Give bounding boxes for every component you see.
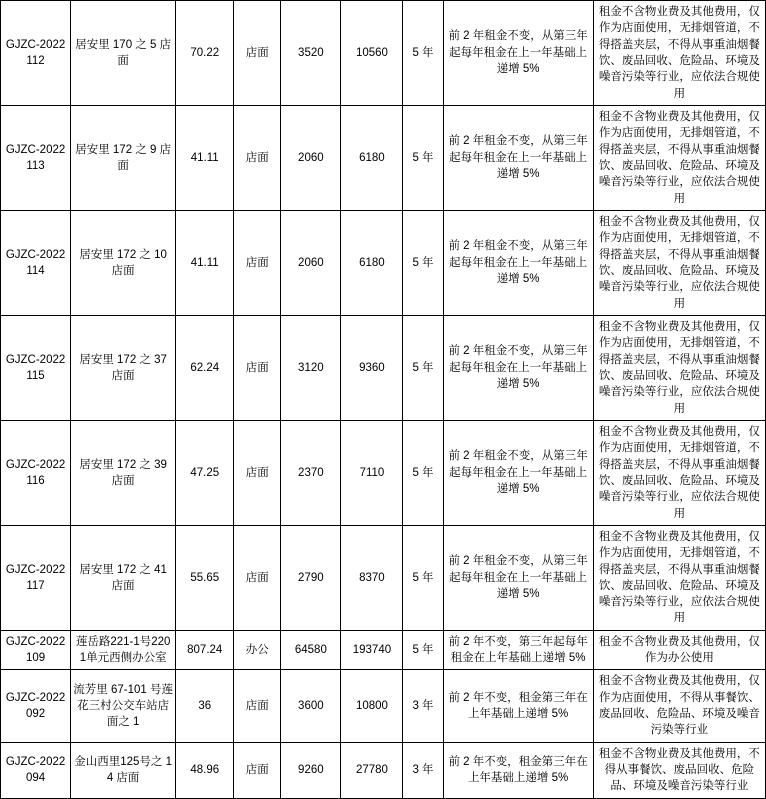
cell-monthly-rent: 3120 — [281, 315, 341, 420]
cell-area: 62.24 — [176, 315, 234, 420]
cell-contract-code: GJZC-2022117 — [1, 525, 71, 630]
cell-adjustment: 前 2 年不变，租金第三年在上年基础上递增 5% — [443, 742, 593, 798]
cell-area: 48.96 — [176, 742, 234, 798]
cell-adjustment: 前 2 年租金不变，从第三年起每年租金在上一年基础上递增 5% — [443, 420, 593, 525]
cell-term: 5 年 — [403, 525, 443, 630]
cell-contract-code: GJZC-2022092 — [1, 670, 71, 742]
cell-usage: 店面 — [234, 670, 281, 742]
cell-property-name: 居安里 172 之 10 店面 — [71, 210, 176, 315]
cell-total-rent: 6180 — [341, 210, 403, 315]
table-row — [1, 525, 766, 630]
cell-contract-code: GJZC-2022115 — [1, 315, 71, 420]
cell-contract-code: GJZC-2022112 — [1, 1, 71, 106]
cell-total-rent: 27780 — [341, 742, 403, 798]
table-body — [1, 1, 766, 799]
cell-monthly-rent: 3600 — [281, 670, 341, 742]
cell-area: 41.11 — [176, 105, 234, 210]
cell-term: 3 年 — [403, 670, 443, 742]
cell-usage: 店面 — [234, 742, 281, 798]
cell-usage: 店面 — [234, 210, 281, 315]
cell-monthly-rent: 2370 — [281, 420, 341, 525]
cell-usage: 店面 — [234, 105, 281, 210]
table-row — [1, 630, 766, 670]
cell-term: 5 年 — [403, 105, 443, 210]
cell-monthly-rent: 3520 — [281, 1, 341, 106]
cell-adjustment: 前 2 年租金不变，从第三年起每年租金在上一年基础上递增 5% — [443, 1, 593, 106]
cell-note: 租金不含物业费及其他费用，仅作为店面使用，无排烟管道，不得搭盖夹层，不得从事重油烟餐饮、废品回收、危险品、环境及噪音污染等行业，应依法合规使用 — [593, 105, 765, 210]
cell-adjustment: 前 2 年租金不变，从第三年起每年租金在上一年基础上递增 5% — [443, 105, 593, 210]
cell-property-name: 流芳里 67-101 号莲花三村公交车站店面之 1 — [71, 670, 176, 742]
cell-contract-code: GJZC-2022116 — [1, 420, 71, 525]
cell-area: 36 — [176, 670, 234, 742]
cell-contract-code: GJZC-2022113 — [1, 105, 71, 210]
cell-property-name: 居安里 172 之 9 店面 — [71, 105, 176, 210]
cell-note: 租金不含物业费及其他费用，仅作为办公使用 — [593, 630, 765, 670]
cell-term: 5 年 — [403, 420, 443, 525]
cell-monthly-rent: 2790 — [281, 525, 341, 630]
cell-term: 5 年 — [403, 1, 443, 106]
cell-property-name: 莲岳路221-1号2201单元西侧办公室 — [71, 630, 176, 670]
cell-total-rent: 193740 — [341, 630, 403, 670]
cell-note: 租金不含物业费及其他费用，仅作为店面使用，无排烟管道，不得搭盖夹层，不得从事重油烟餐饮、废品回收、危险品、环境及噪音污染等行业，应依法合规使用 — [593, 210, 765, 315]
cell-total-rent: 8370 — [341, 525, 403, 630]
cell-term: 5 年 — [403, 630, 443, 670]
cell-note: 租金不含物业费及其他费用，不得从事餐饮、废品回收、危险品、环境及噪音污染等行业 — [593, 742, 765, 798]
cell-usage: 店面 — [234, 1, 281, 106]
cell-monthly-rent: 2060 — [281, 105, 341, 210]
table-row — [1, 670, 766, 742]
table-row — [1, 105, 766, 210]
cell-term: 5 年 — [403, 210, 443, 315]
cell-total-rent: 10560 — [341, 1, 403, 106]
cell-note: 租金不含物业费及其他费用，仅作为店面使用，无排烟管道，不得搭盖夹层，不得从事重油烟餐饮、废品回收、危险品、环境及噪音污染等行业，应依法合规使用 — [593, 525, 765, 630]
cell-contract-code: GJZC-2022114 — [1, 210, 71, 315]
cell-adjustment: 前 2 年不变，第三年起每年租金在上年基础上递增 5% — [443, 630, 593, 670]
table-row — [1, 1, 766, 106]
cell-adjustment: 前 2 年租金不变，从第三年起每年租金在上一年基础上递增 5% — [443, 525, 593, 630]
cell-term: 5 年 — [403, 315, 443, 420]
cell-usage: 店面 — [234, 525, 281, 630]
cell-usage: 办公 — [234, 630, 281, 670]
cell-note: 租金不含物业费及其他费用，仅作为店面使用，无排烟管道，不得搭盖夹层，不得从事重油烟餐饮、废品回收、危险品、环境及噪音污染等行业，应依法合规使用 — [593, 1, 765, 106]
cell-note: 租金不含物业费及其他费用，仅作为店面使用，无排烟管道，不得搭盖夹层，不得从事重油烟餐饮、废品回收、危险品、环境及噪音污染等行业，应依法合规使用 — [593, 420, 765, 525]
cell-total-rent: 6180 — [341, 105, 403, 210]
cell-adjustment: 前 2 年租金不变，从第三年起每年租金在上一年基础上递增 5% — [443, 315, 593, 420]
cell-property-name: 居安里 172 之 39 店面 — [71, 420, 176, 525]
cell-adjustment: 前 2 年不变，租金第三年在上年基础上递增 5% — [443, 670, 593, 742]
cell-area: 55.65 — [176, 525, 234, 630]
cell-usage: 店面 — [234, 315, 281, 420]
cell-property-name: 居安里 172 之 37 店面 — [71, 315, 176, 420]
table-row — [1, 210, 766, 315]
cell-adjustment: 前 2 年租金不变，从第三年起每年租金在上一年基础上递增 5% — [443, 210, 593, 315]
cell-total-rent: 9360 — [341, 315, 403, 420]
cell-usage: 店面 — [234, 420, 281, 525]
table-row — [1, 420, 766, 525]
cell-property-name: 居安里 170 之 5 店面 — [71, 1, 176, 106]
cell-contract-code: GJZC-2022109 — [1, 630, 71, 670]
cell-total-rent: 7110 — [341, 420, 403, 525]
cell-note: 租金不含物业费及其他费用，仅作为店面使用，无排烟管道，不得搭盖夹层，不得从事重油烟餐饮、废品回收、危险品、环境及噪音污染等行业，应依法合规使用 — [593, 315, 765, 420]
table-row — [1, 742, 766, 798]
cell-monthly-rent: 2060 — [281, 210, 341, 315]
table-row — [1, 315, 766, 420]
cell-area: 41.11 — [176, 210, 234, 315]
cell-area: 70.22 — [176, 1, 234, 106]
cell-property-name: 居安里 172 之 41 店面 — [71, 525, 176, 630]
cell-note: 租金不含物业费及其他费用，仅作为店面使用，不得从事餐饮、废品回收、危险品、环境及噪音污染等行业 — [593, 670, 765, 742]
cell-area: 47.25 — [176, 420, 234, 525]
cell-monthly-rent: 9260 — [281, 742, 341, 798]
cell-monthly-rent: 64580 — [281, 630, 341, 670]
cell-contract-code: GJZC-2022094 — [1, 742, 71, 798]
cell-term: 3 年 — [403, 742, 443, 798]
cell-property-name: 金山西里125号之 14 店面 — [71, 742, 176, 798]
cell-area: 807.24 — [176, 630, 234, 670]
cell-total-rent: 10800 — [341, 670, 403, 742]
